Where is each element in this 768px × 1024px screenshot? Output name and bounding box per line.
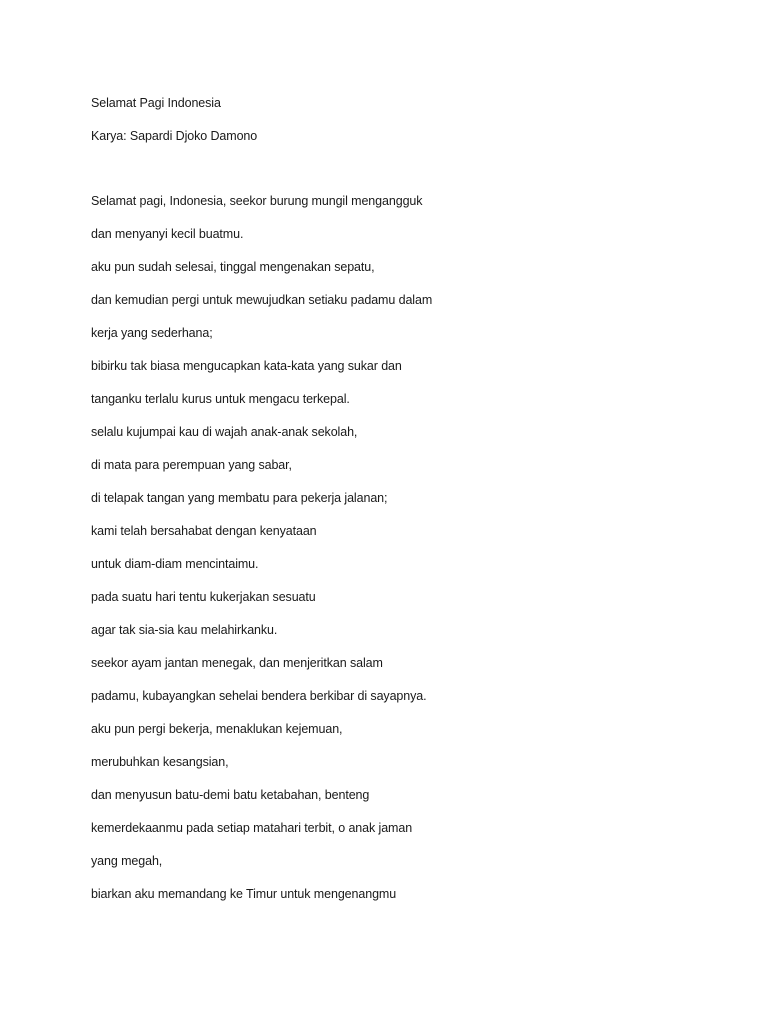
poem-line: dan menyusun batu-demi batu ketabahan, benteng <box>91 788 370 802</box>
poem-line: di telapak tangan yang membatu para pekerja jalanan; <box>91 491 388 505</box>
poem-line: pada suatu hari tentu kukerjakan sesuatu <box>91 590 316 604</box>
poem-line: agar tak sia-sia kau melahirkanku. <box>91 623 278 637</box>
poem-line: kerja yang sederhana; <box>91 326 213 340</box>
poem-line: yang megah, <box>91 854 163 868</box>
poem-line: tanganku terlalu kurus untuk mengacu terkepal. <box>91 392 350 406</box>
poem-line: merubuhkan kesangsian, <box>91 755 229 769</box>
poem-line: dan kemudian pergi untuk mewujudkan setiaku padamu dalam <box>91 293 433 307</box>
poem-line: kemerdekaanmu pada setiap matahari terbit, o anak jaman <box>91 821 413 835</box>
poem-author: Karya: Sapardi Djoko Damono <box>91 129 258 143</box>
poem-line: Selamat pagi, Indonesia, seekor burung mungil mengangguk <box>91 194 423 208</box>
poem-title: Selamat Pagi Indonesia <box>91 96 221 110</box>
poem-line: selalu kujumpai kau di wajah anak-anak sekolah, <box>91 425 358 439</box>
poem-line: aku pun sudah selesai, tinggal mengenakan sepatu, <box>91 260 375 274</box>
poem-line: untuk diam-diam mencintaimu. <box>91 557 259 571</box>
poem-line: seekor ayam jantan menegak, dan menjeritkan salam <box>91 656 383 670</box>
poem-line: kami telah bersahabat dengan kenyataan <box>91 524 317 538</box>
poem-line: biarkan aku memandang ke Timur untuk mengenangmu <box>91 887 397 901</box>
poem-line: bibirku tak biasa mengucapkan kata-kata yang sukar dan <box>91 359 402 373</box>
poem-line: padamu, kubayangkan sehelai bendera berkibar di sayapnya. <box>91 689 427 703</box>
poem-line: aku pun pergi bekerja, menaklukan kejemuan, <box>91 722 343 736</box>
poem-line: dan menyanyi kecil buatmu. <box>91 227 244 241</box>
poem-line: di mata para perempuan yang sabar, <box>91 458 292 472</box>
